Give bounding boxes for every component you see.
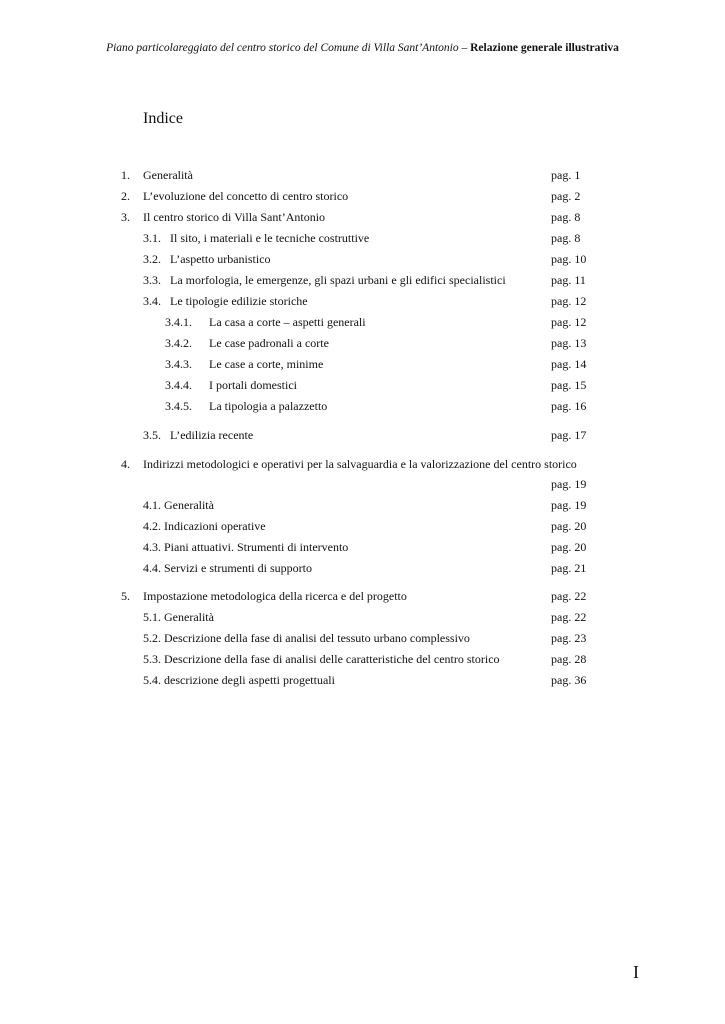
page-number: I [633, 962, 639, 982]
toc-entry-title: Indirizzi metodologici e operativi per la salvaguardia e la valorizzazione del centro storico [143, 457, 577, 471]
toc-entry-title: Generalità [143, 168, 193, 182]
toc-entry-page: pag. 22 [551, 589, 587, 603]
toc-entry-title: L’evoluzione del concetto di centro storico [143, 189, 349, 203]
toc-entry-number: 3.3. [143, 273, 161, 287]
toc-entry-page: pag. 8 [551, 210, 581, 224]
toc-entry-page: pag. 20 [551, 519, 587, 533]
toc-entry-page: pag. 19 [551, 477, 587, 491]
toc-entry-title: 5.4. descrizione degli aspetti progettuali [143, 673, 335, 687]
toc-entry-page: pag. 17 [551, 428, 587, 442]
toc-entry-title: 4.4. Servizi e strumenti di supporto [143, 561, 312, 575]
toc-entry-number: 3.4.3. [165, 357, 192, 371]
toc-entry-page: pag. 1 [551, 168, 581, 182]
toc-entry-title: 5.1. Generalità [143, 610, 214, 624]
toc-entry-number: 3.4.5. [165, 399, 192, 413]
toc-entry-page: pag. 10 [551, 252, 587, 266]
toc-entry-title: Il sito, i materiali e le tecniche costruttive [170, 231, 370, 245]
toc-entry-title: I portali domestici [209, 378, 297, 392]
toc-entry-title: La casa a corte – aspetti generali [209, 315, 366, 329]
toc-entry-title: Impostazione metodologica della ricerca e del progetto [143, 589, 407, 603]
header-section-title: Relazione generale illustrativa [470, 42, 619, 54]
toc-entry-page: pag. 22 [551, 610, 587, 624]
toc-entry-number: 4. [121, 457, 130, 471]
toc-entry-number: 3.4.1. [165, 315, 192, 329]
toc-entry-number: 1. [121, 168, 130, 182]
toc-entry-title: Le case a corte, minime [209, 357, 324, 371]
toc-entry-number: 3.4.4. [165, 378, 192, 392]
toc-entry-page: pag. 8 [551, 231, 581, 245]
toc-entry-title: 5.3. Descrizione della fase di analisi delle caratteristiche del centro storico [143, 652, 500, 666]
toc-entry-number: 3.5. [143, 428, 161, 442]
toc-entry-title: Le case padronali a corte [209, 336, 329, 350]
toc-entry-number: 3.2. [143, 252, 161, 266]
toc-entry-title: 5.2. Descrizione della fase di analisi del tessuto urbano complessivo [143, 631, 470, 645]
toc-entry-title: Le tipologie edilizie storiche [170, 294, 308, 308]
toc-entry-page: pag. 14 [551, 357, 587, 371]
toc-entry-title: L’edilizia recente [170, 428, 254, 442]
toc-entry-title: La tipologia a palazzetto [209, 399, 328, 413]
toc-entry-page: pag. 16 [551, 399, 587, 413]
toc-entry-number: 3.4.2. [165, 336, 192, 350]
running-header [0, 42, 725, 54]
toc-entry-number: 2. [121, 189, 130, 203]
toc-entry-page: pag. 36 [551, 673, 587, 687]
toc-entry-title: Il centro storico di Villa Sant’Antonio [143, 210, 326, 224]
toc-entry-number: 3.4. [143, 294, 161, 308]
toc-entry-title: 4.2. Indicazioni operative [143, 519, 266, 533]
toc-entry-number: 3.1. [143, 231, 161, 245]
toc-entry-page: pag. 13 [551, 336, 587, 350]
index-title: Indice [143, 110, 183, 127]
toc-entry-title: 4.3. Piani attuativi. Strumenti di intervento [143, 540, 349, 554]
toc-entry-title: L’aspetto urbanistico [170, 252, 271, 266]
toc-entry-page: pag. 19 [551, 498, 587, 512]
toc-entry-page: pag. 15 [551, 378, 587, 392]
toc-entry-page: pag. 12 [551, 294, 587, 308]
toc-entry-page: pag. 23 [551, 631, 587, 645]
toc-entry-title: 4.1. Generalità [143, 498, 214, 512]
toc-entry-number: 5. [121, 589, 130, 603]
toc-entry-page: pag. 2 [551, 189, 581, 203]
toc-entry-page: pag. 12 [551, 315, 587, 329]
toc-entry-page: pag. 21 [551, 561, 587, 575]
header-document-title: Piano particolareggiato del centro storico del Comune di Villa Sant’Antonio [106, 42, 459, 54]
toc-entry-page: pag. 20 [551, 540, 587, 554]
toc-entry-title: La morfologia, le emergenze, gli spazi urbani e gli edifici specialistici [170, 273, 506, 287]
header-separator: – [458, 42, 471, 54]
toc-entry-number: 3. [121, 210, 130, 224]
toc-entry-page: pag. 11 [551, 273, 586, 287]
toc-entry-page: pag. 28 [551, 652, 587, 666]
